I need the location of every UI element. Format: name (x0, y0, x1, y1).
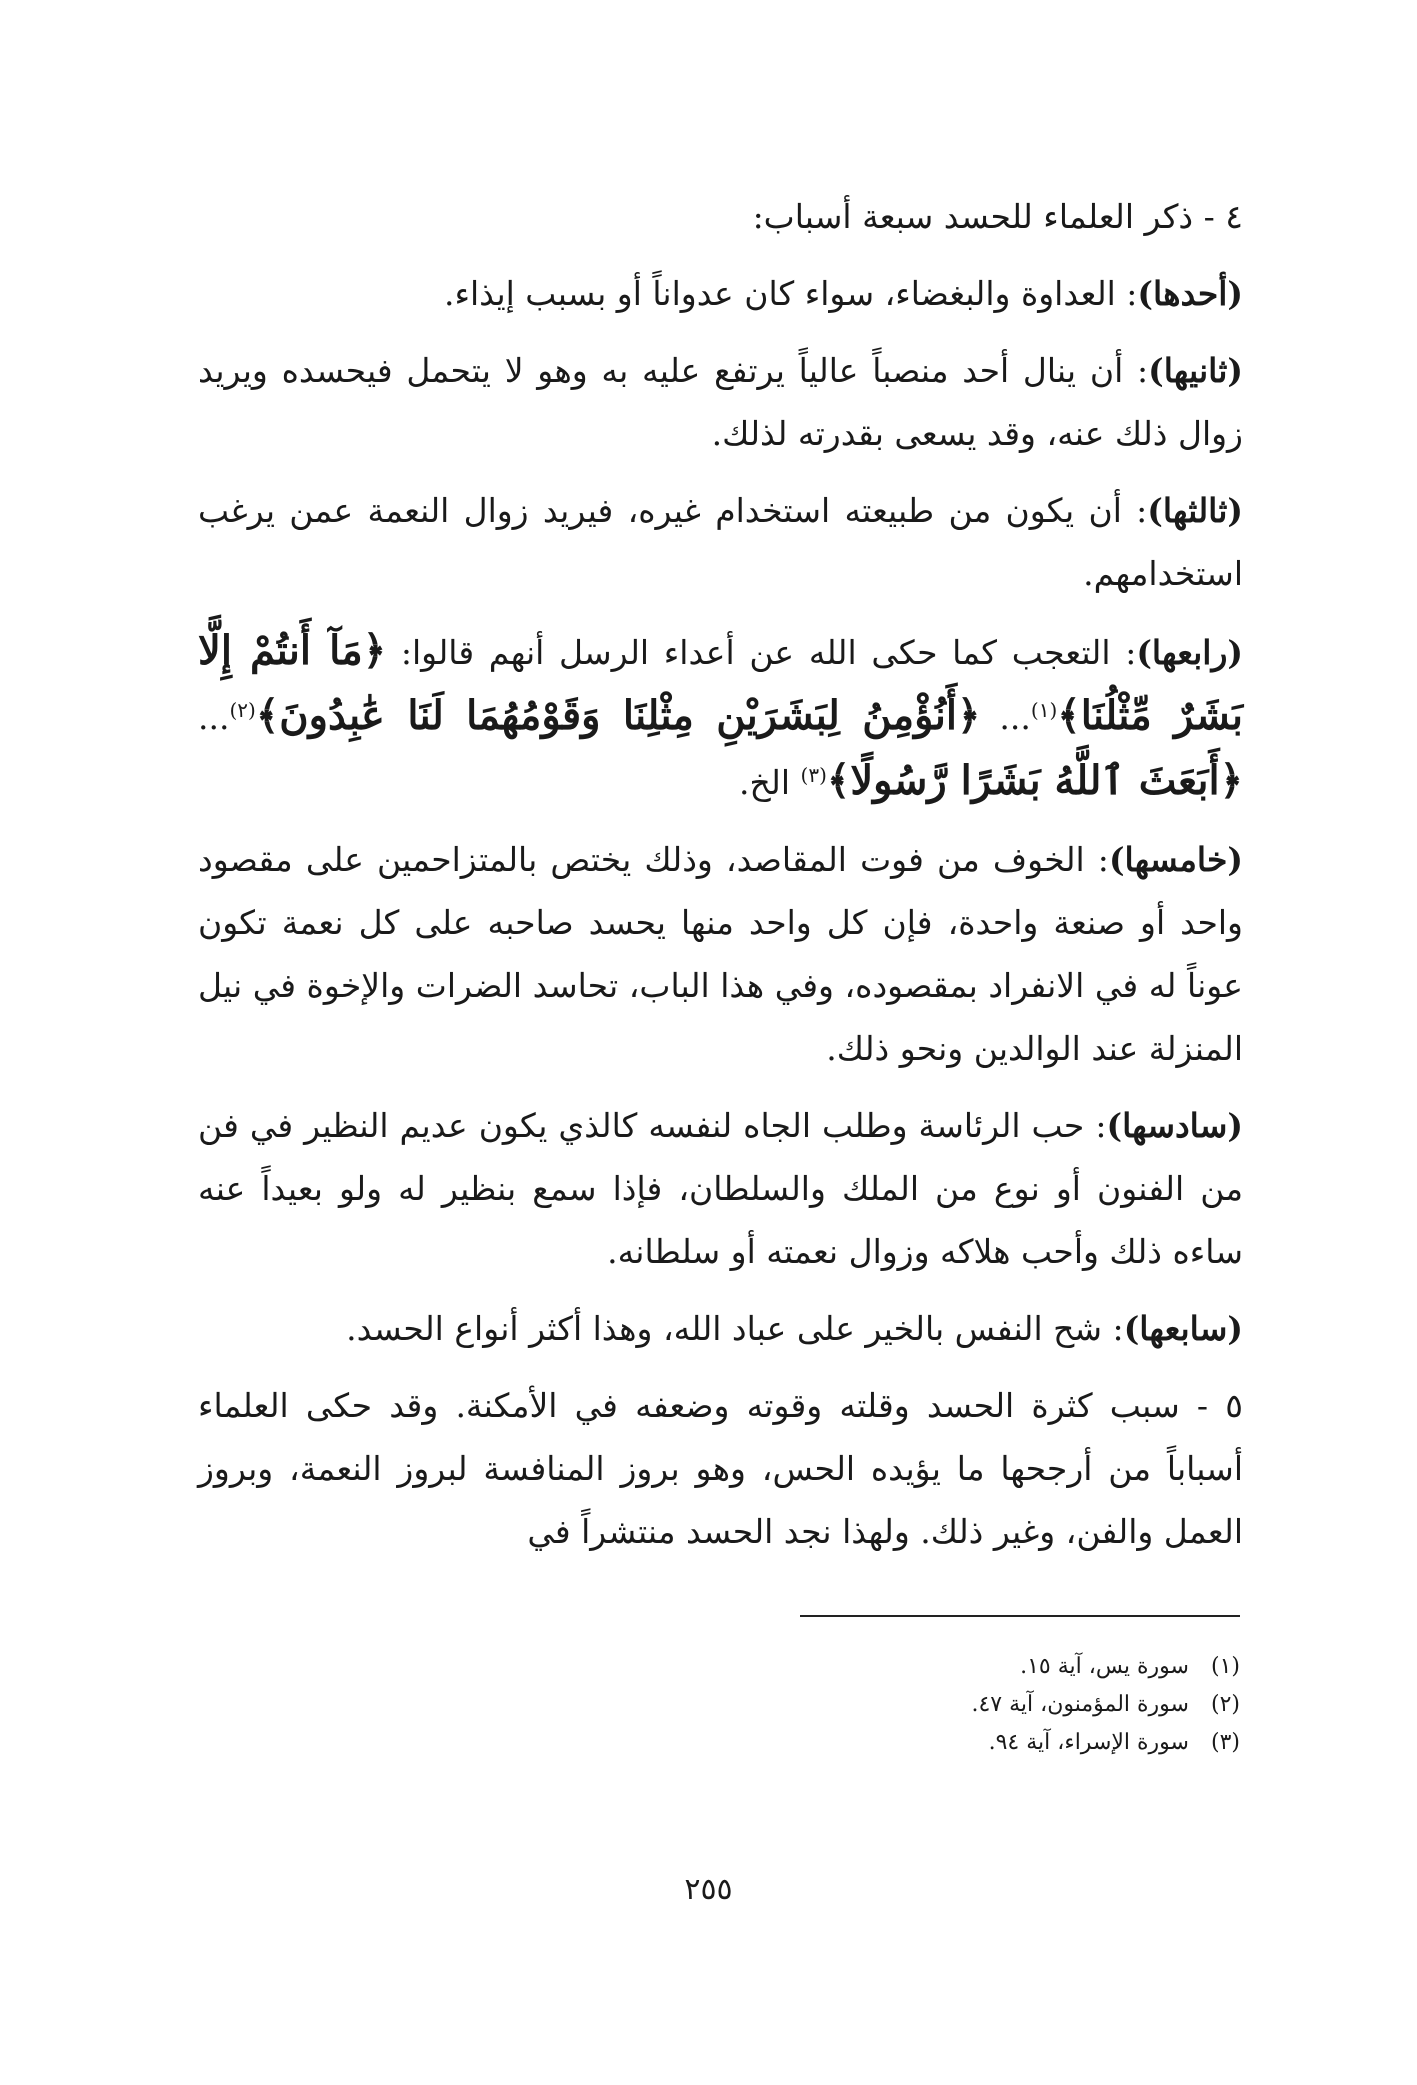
cause-6 (198, 1094, 1243, 1283)
footnote-ref-2: (٢) (229, 698, 256, 722)
cause-label: (خامسها) (1108, 840, 1243, 879)
main-text (198, 185, 1243, 1577)
cause-text: : حب الرئاسة وطلب الجاه لنفسه كالذي يكون عديم النظير في فن من الفنون أو نوع من الملك والسلطان، فإذا سمع بنظير له ولو بعيداً عنه ساءه ذلك وأحب هلاكه وزوال نعمته أو سلطانه. (198, 1106, 1243, 1271)
footnote-text: سورة الإسراء، آية ٩٤. (988, 1730, 1189, 1755)
cause-text: : أن ينال أحد منصباً عالياً يرتفع عليه به وهو لا يتحمل فيحسده ويريد زوال ذلك عنه، وقد يسعى بقدرته لذلك. (198, 351, 1243, 453)
footnote-number: (١) (1210, 1654, 1240, 1679)
cause-7 (198, 1297, 1243, 1360)
cause-text: : أن يكون من طبيعته استخدام غيره، فيريد زوال النعمة عمن يرغب استخدامهم. (198, 491, 1243, 593)
ellipsis: ... (980, 698, 1031, 737)
cause-label: (ثانيها) (1148, 351, 1243, 390)
cause-label: (ثالثها) (1147, 491, 1243, 530)
quran-verse-2: ﴿أَنُؤْمِنُ لِبَشَرَيْنِ مِثْلِنَا وَقَوْمُهُمَا لَنَا عَٰبِدُونَ﴾ (255, 692, 981, 739)
footnote-text: سورة المؤمنون، آية ٤٧. (971, 1692, 1189, 1717)
page-number: ٢٥٥ (684, 1872, 733, 1907)
footnote-divider (800, 1615, 1240, 1617)
footnote-ref-1: (١) (1030, 698, 1058, 722)
footnote-ref-3: (٣) (800, 763, 827, 787)
cause-label: (رابعها) (1136, 633, 1244, 672)
cause-label: (أحدها) (1137, 274, 1243, 313)
cause-4 (198, 619, 1243, 814)
cause-label: (سابعها) (1123, 1309, 1243, 1348)
cause-5 (198, 828, 1243, 1080)
cause-1 (198, 262, 1243, 325)
tail-text: الخ. (739, 763, 801, 802)
quran-verse-3: ﴿أَبَعَثَ ٱللَّهُ بَشَرًا رَّسُولًا﴾ (826, 757, 1243, 804)
ellipsis: ... (198, 698, 230, 737)
intro-paragraph: ٤ - ذكر العلماء للحسد سبعة أسباب: (752, 197, 1243, 236)
footnote-text: سورة يس، آية ١٥. (1020, 1654, 1189, 1679)
cause-text: : التعجب كما حكى الله عن أعداء الرسل أنهم قالوا: (400, 633, 1137, 672)
quran-verse-1: ﴿مَآ أَنتُمْ إِلَّا بَشَرٌ مِّثْلُنَا﴾ (198, 627, 1243, 739)
cause-text: : شح النفس بالخير على عباد الله، وهذا أكثر أنواع الحسد. (346, 1309, 1124, 1348)
cause-label: (سادسها) (1106, 1106, 1243, 1145)
point-5-paragraph: ٥ - سبب كثرة الحسد وقلته وقوته وضعفه في الأمكنة. وقد حكى العلماء أسباباً من أرجحها ما يؤيده الحس، وهو بروز المنافسة لبروز النعمة، وبروز العمل والفن، وغير ذلك. ولهذا نجد الحسد منتشراً في (198, 1386, 1243, 1551)
footnote-2 (700, 1686, 1240, 1724)
footnote-number: (٣) (1210, 1730, 1240, 1755)
cause-3 (198, 479, 1243, 605)
cause-text: : الخوف من فوت المقاصد، وذلك يختص بالمتزاحمين على مقصود واحد أو صنعة واحدة، فإن كل واحد منها يحسد صاحبه على كل نعمة تكون عوناً له في الانفراد بمقصوده، وفي هذا الباب، تحاسد الضرات والإخوة في نيل المنزلة عند الوالدين ونحو ذلك. (198, 840, 1243, 1068)
cause-text: : العداوة والبغضاء، سواء كان عدواناً أو بسبب إيذاء. (443, 274, 1138, 313)
cause-2 (198, 339, 1243, 465)
footnote-1 (700, 1648, 1240, 1686)
footnote-3 (700, 1724, 1240, 1762)
footnote-number: (٢) (1210, 1692, 1240, 1717)
footnotes (700, 1648, 1240, 1762)
